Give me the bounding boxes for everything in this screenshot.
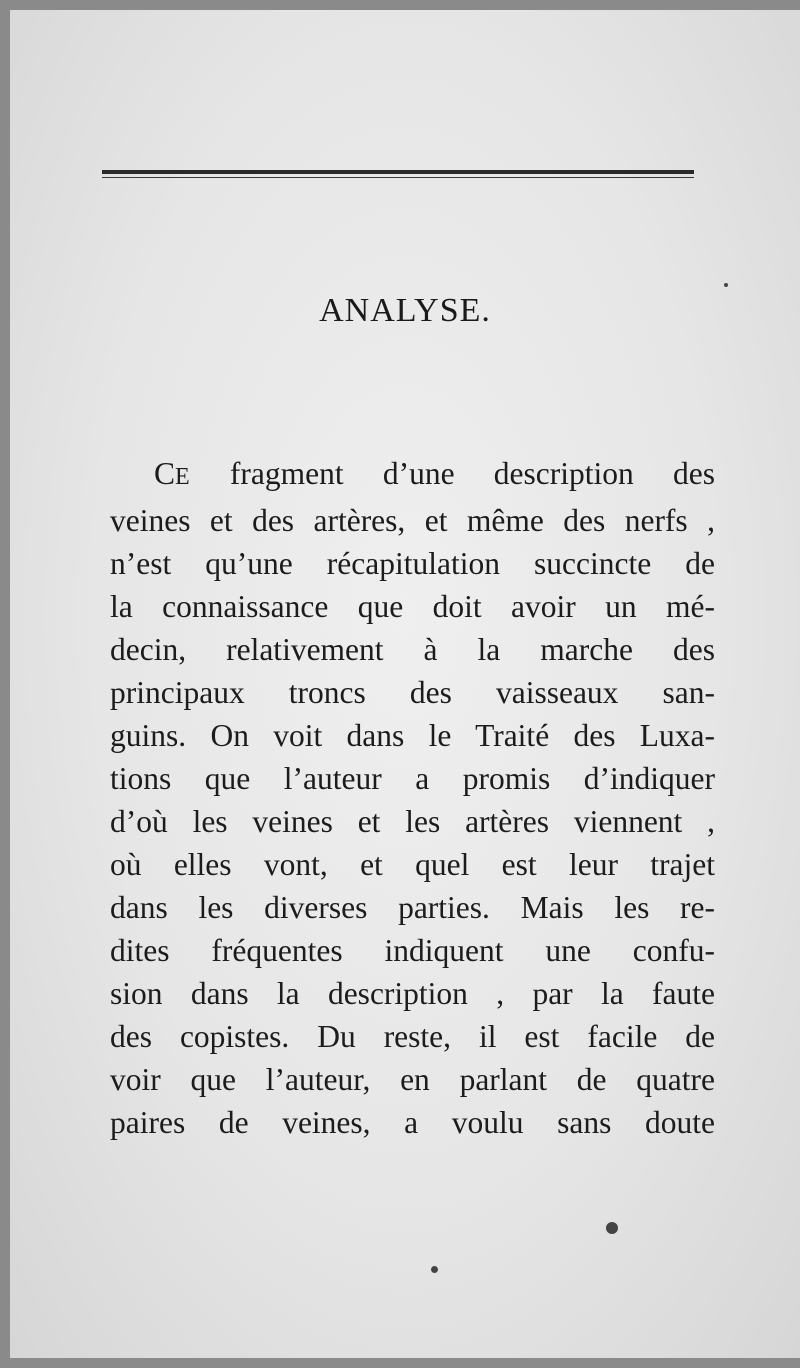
ink-speck	[431, 1266, 438, 1273]
text-line: decin, relativement à la marche des	[110, 632, 715, 667]
text-line: veines et des artères, et même des nerfs ,	[110, 503, 715, 538]
header-rule-thick	[102, 170, 694, 174]
section-title: ANALYSE.	[319, 292, 491, 329]
line-text: fragment d’une description des	[190, 456, 715, 491]
text-line: d’où les veines et les artères viennent ,	[110, 804, 715, 839]
drop-capital: C	[154, 456, 176, 491]
text-line: n’est qu’une récapitulation succincte de	[110, 546, 715, 581]
text-line: dites fréquentes indiquent une confu-	[110, 933, 715, 968]
text-line: des copistes. Du reste, il est facile de	[110, 1019, 715, 1054]
text-line	[110, 452, 715, 499]
text-line: sion dans la description , par la faute	[110, 976, 715, 1011]
text-line: tions que l’auteur a promis d’indiquer	[110, 761, 715, 796]
text-line: dans les diverses parties. Mais les re-	[110, 890, 715, 925]
body-paragraph	[110, 452, 715, 1144]
text-line: où elles vont, et quel est leur trajet	[110, 847, 715, 882]
text-line: guins. On voit dans le Traité des Luxa-	[110, 718, 715, 753]
small-capital: E	[175, 464, 191, 490]
book-page	[10, 10, 800, 1358]
text-line: voir que l’auteur, en parlant de quatre	[110, 1062, 715, 1097]
text-line: principaux troncs des vaisseaux san-	[110, 675, 715, 710]
ink-speck	[606, 1222, 618, 1234]
header-rule-thin	[102, 177, 694, 178]
ink-speck	[724, 283, 728, 287]
text-line: paires de veines, a voulu sans doute	[110, 1105, 715, 1140]
text-line: la connaissance que doit avoir un mé-	[110, 589, 715, 624]
